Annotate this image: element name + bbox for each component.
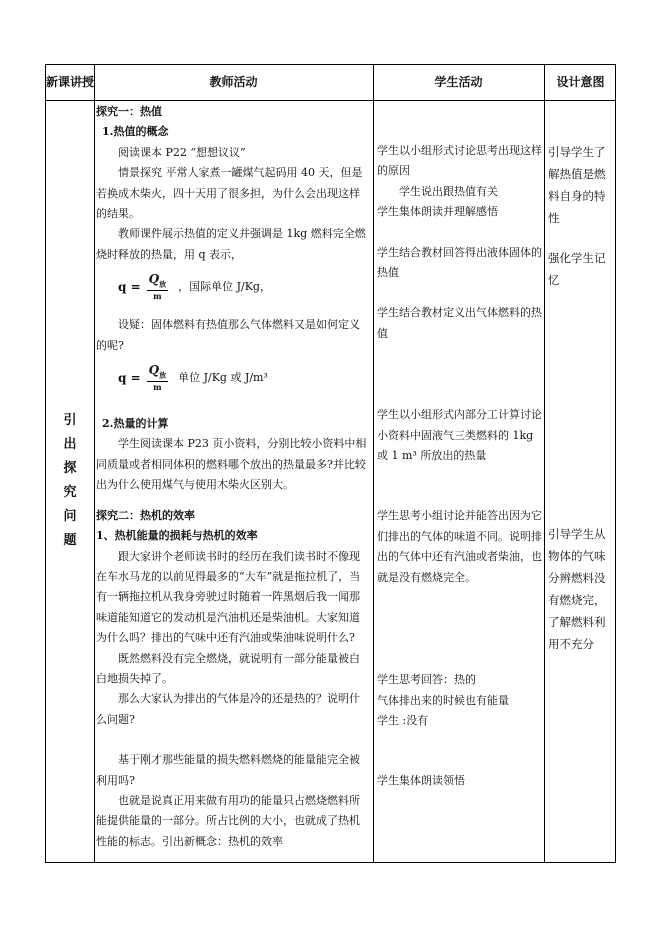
design-intent-1: 引导学生了解热值是燃料自身的特性 (548, 145, 606, 225)
explore1-title: 探究一：热值 (96, 105, 162, 118)
header-section: 新课讲授 (46, 75, 95, 89)
side-char: 题 (63, 533, 77, 548)
scenario-text: 情景探究 平常人家煮一罐煤气起码用 40 天，但是若换成木柴火，四十天用了很多担，为什么会出现这样的结果。 (96, 166, 363, 221)
header-teacher-activity: 教师活动 (209, 75, 258, 89)
heat-value-formula (118, 265, 370, 309)
formula-numerator: Q (148, 272, 160, 287)
teacher-activity-column (96, 102, 370, 852)
sub2-title: 2.热量的计算 (102, 417, 169, 431)
calc-text: 学生阅读课本 P23 页小资料，分别比较小资料中相同质量或者相同体积的燃料哪个放出的热量最多?并比较出为什么使用煤气与使用木柴火区别大。 (96, 437, 367, 492)
formula-denominator: m (153, 291, 162, 302)
cold-hot-question: 那么大家认为排出的气体是冷的还是热的？说明什么问题? (96, 692, 360, 726)
efficiency-text: 也就是说真正用来做有用功的能量只占燃烧燃料所能提供能量的一部分。所占比例的大小，也就成了热机性能的标志。引出新概念：热机的效率 (96, 793, 360, 848)
student-activity-9: 气体排出来的时候也有能量 (377, 693, 509, 707)
gas-heat-value-formula (118, 356, 370, 400)
hypothesis-text: 设疑：固体燃料有热值那么气体燃料又是如何定义的呢? (96, 318, 360, 352)
sub1-title: 1.热值的概念 (102, 125, 169, 139)
student-activity-1: 学生以小组形式讨论思考出现这样的原因 (377, 144, 542, 178)
design-intent-column (548, 141, 614, 655)
lesson-table (45, 64, 616, 863)
courseware-text: 教师课件展示热值的定义并强调是 1kg 燃料完全燃烧时释放的热量，用 q 表示， (96, 227, 366, 261)
student-activity-11: 学生集体朗读领悟 (377, 774, 465, 788)
student-activity-10: 学生 :没有 (377, 713, 429, 727)
basis-question: 基于刚才那些能量的损失燃料燃烧的能量能完全被利用吗? (96, 753, 360, 787)
design-intent-2: 强化学生记忆 (548, 251, 606, 287)
side-char: 引 (63, 413, 77, 428)
student-activity-6: 学生以小组形式内部分工计算讨论小资料中固液气三类燃料的 1kg 或 1 m³ 所放出的热量 (377, 408, 542, 463)
formula-fraction (147, 273, 168, 301)
formula-lhs: q = (118, 370, 141, 385)
sub3-title: 1、热机能量的损耗与热机的效率 (96, 529, 258, 543)
student-activity-column (377, 141, 542, 792)
story-text: 跟大家讲个老师读书时的经历在我们读书时不像现在车水马龙的以前见得最多的“大车”就是拖拉机了，当有一辆拖拉机从我身旁驶过时随着一阵黑烟后我一闻那味道能知道它的发动机是汽油机还是柴油机。大家知道为什么吗？排出的气味中还有汽油或柴油味说明什么? (96, 549, 361, 645)
formula-unit: 单位 J/Kg 或 J/m³ (178, 370, 268, 384)
read-book-text: 阅读课本 P22 “想想议议” (118, 145, 246, 159)
student-activity-5: 学生结合教材定义出气体燃料的热值 (377, 306, 542, 340)
design-intent-3: 引导学生从物体的气味分辨燃料没有燃烧完，了解燃料利用不充分 (548, 527, 606, 651)
student-activity-4: 学生结合教材回答得出液体固体的热值 (377, 245, 542, 280)
explore2-title: 探究二：热机的效率 (96, 508, 195, 522)
formula-denominator: m (153, 382, 162, 393)
formula-fraction (147, 364, 168, 392)
student-activity-3: 学生集体朗读并理解感悟 (377, 205, 498, 219)
side-label (46, 100, 94, 862)
formula-numerator-sub: 放 (159, 370, 167, 380)
student-activity-8: 学生思考回答：热的 (377, 673, 476, 687)
header-design-intent: 设计意图 (556, 75, 605, 89)
formula-unit: ，国际单位 J/Kg， (178, 280, 271, 294)
student-activity-2: 学生说出跟热值有关 (399, 184, 498, 198)
side-char: 问 (63, 509, 77, 524)
side-char: 探 (63, 461, 77, 476)
formula-lhs: q = (118, 280, 141, 295)
header-divider (46, 100, 615, 101)
formula-numerator: Q (148, 362, 160, 377)
column-divider (94, 65, 95, 862)
formula-numerator-sub: 放 (159, 279, 167, 289)
incomplete-combustion-text: 既然燃料没有完全燃烧，就说明有一部分能量被白白地损失掉了。 (96, 651, 360, 685)
student-activity-7: 学生思考小组讨论并能答出因为它们排出的气体的味道不同。说明排出的气体中还有汽油或者柴油，也就是没有燃烧完全。 (377, 509, 542, 584)
side-char: 出 (63, 437, 77, 452)
header-student-activity: 学生活动 (434, 75, 483, 89)
side-char: 究 (63, 485, 77, 500)
column-divider (373, 65, 374, 862)
column-divider (544, 65, 545, 862)
